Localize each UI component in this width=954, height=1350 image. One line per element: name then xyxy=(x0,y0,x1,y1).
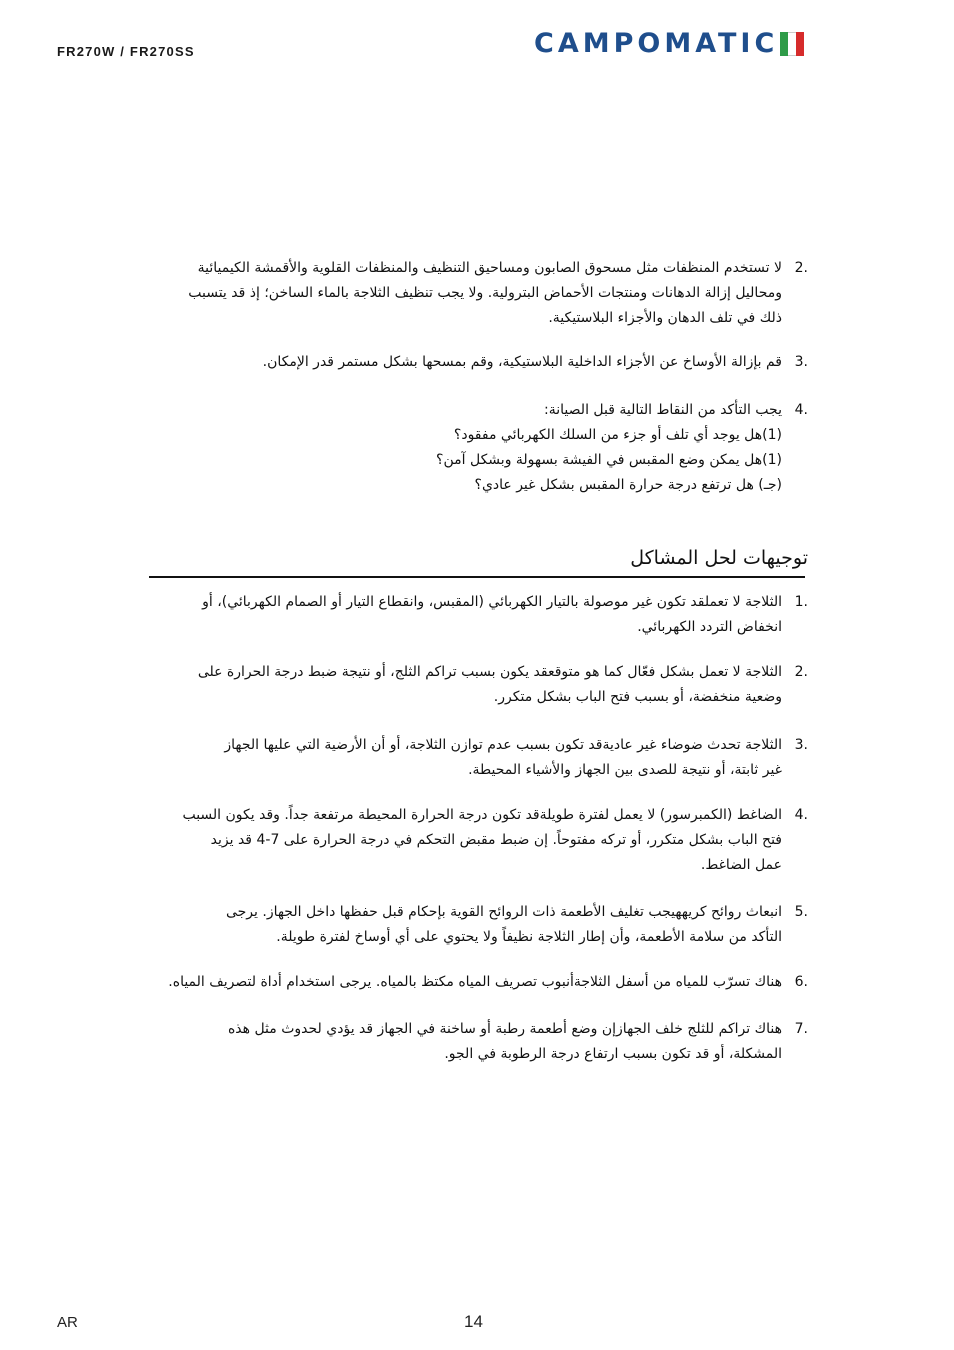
trouble-item-1 xyxy=(148,590,808,640)
trouble-item-line: المشكلة، أو قد تكون بسبب ارتفاع درجة الرطوبة في الجو. xyxy=(444,1046,782,1062)
trouble-item-6 xyxy=(148,970,808,995)
trouble-item-line: الثلاجة لا تعمل بشكل فعّال كما هو متوقعقد يكون بسبب تراكم الثلج، أو نتيجة ضبط درجة الحرارة على xyxy=(197,664,782,680)
italian-flag-icon xyxy=(780,32,804,56)
trouble-item-line: انبعاث روائح كريههيجب تغليف الأطعمة ذات الروائح القوية بإحكام قبل حفظها داخل الجهاز. يرجى xyxy=(225,904,782,920)
trouble-item-number: .5 xyxy=(794,904,808,920)
trouble-item-number: .7 xyxy=(794,1021,808,1037)
trouble-item-line: الثلاجة لا تعملقد تكون غير موصولة بالتيار الكهربائي (المقبس، وانقطاع التيار أو الصمام الكهربائي)، أو xyxy=(202,594,782,610)
trouble-item-2 xyxy=(148,660,808,710)
trouble-item-number: .3 xyxy=(794,737,808,753)
brand-name: CAMPOMATIC xyxy=(534,28,779,59)
trouble-item-line: انخفاض التردد الكهربائي. xyxy=(637,619,782,635)
care-item-line: ومحاليل إزالة الدهانات ومنتجات الأحماض البترولية. ولا يجب تنظيف الثلاجة بالماء الساخن؛ إذ قد يتسبب xyxy=(188,285,782,301)
trouble-item-5 xyxy=(148,900,808,950)
care-item-number: .4 xyxy=(794,402,808,418)
language-code: AR xyxy=(57,1314,78,1331)
section-divider xyxy=(149,576,805,578)
trouble-item-number: .1 xyxy=(794,594,808,610)
trouble-item-number: .4 xyxy=(794,807,808,823)
trouble-item-line: وضعية منخفضة، أو بسبب فتح الباب بشكل متكرر. xyxy=(493,689,782,705)
trouble-item-line: الضاغط (الكمبرسور) لا يعمل لفترة طويلةقد تكون درجة الحرارة المحيطة مرتفعة جداً. وقد يكون السبب xyxy=(182,807,782,823)
care-item-line: ذلك في تلف الدهان والأجزاء البلاستيكية. xyxy=(548,310,782,326)
trouble-item-number: .2 xyxy=(794,664,808,680)
trouble-item-line: الثلاجة تحدث ضوضاء غير عاديةقد تكون بسبب عدم توازن الثلاجة، أو أن الأرضية التي عليها الجهاز xyxy=(224,737,782,753)
check-point: (جـ) هل ترتفع درجة حرارة المقبس بشكل غير عادي؟ xyxy=(474,477,782,493)
trouble-item-line: عمل الضاغط. xyxy=(700,857,782,873)
trouble-item-line: فتح الباب بشكل متكرر، أو تركه مفتوحاً. إن ضبط مقبض التحكم في درجة الحرارة على 7-4 قد يزيد xyxy=(210,832,782,848)
page-number: 14 xyxy=(464,1312,483,1331)
trouble-item-line: هناك تراكم للثلج خلف الجهازإن وضع أطعمة رطبة أو ساخنة في الجهاز قد يؤدي لحدوث مثل هذه xyxy=(227,1021,782,1037)
check-point: (1)هل يمكن وضع المقبس في الفيشة بسهولة وبشكل آمن؟ xyxy=(436,452,782,468)
care-item-number: .2 xyxy=(794,260,808,276)
care-item-line: يجب التأكد من النقاط التالية قبل الصيانة: xyxy=(544,402,782,418)
trouble-item-4 xyxy=(148,803,808,878)
care-item-line: قم بإزالة الأوساخ عن الأجزاء الداخلية البلاستيكية، وقم بمسحها بشكل مستمر قدر الإمكان. xyxy=(262,354,782,370)
trouble-item-7 xyxy=(148,1017,808,1067)
section-title: توجيهات لحل المشاكل xyxy=(630,547,808,569)
care-item-line: لا تستخدم المنظفات مثل مسحوق الصابون ومساحيق التنظيف والمنظفات القلوية والأقمشة الكيميائية xyxy=(197,260,782,276)
brand-logo xyxy=(534,28,804,60)
trouble-item-line: التأكد من سلامة الأطعمة، وأن إطار الثلاجة نظيفاً ولا يحتوي على أي أوساخ لفترة طويلة. xyxy=(276,929,782,945)
trouble-item-3 xyxy=(148,733,808,783)
trouble-item-line: هناك تسرّب للمياه من أسفل الثلاجةأنبوب تصريف المياه مكتظ بالمياه. يرجى استخدام أداة لتصريف المياه. xyxy=(168,974,782,990)
care-item-3 xyxy=(148,350,808,375)
care-item-number: .3 xyxy=(794,354,808,370)
care-item-2 xyxy=(148,256,808,331)
trouble-item-line: غير ثابتة، أو نتيجة للصدى بين الجهاز والأشياء المحيطة. xyxy=(468,762,782,778)
model-number: FR270W / FR270SS xyxy=(57,44,195,59)
care-item-4 xyxy=(148,398,808,498)
check-point: (1)هل يوجد أي تلف أو جزء من السلك الكهربائي مفقود؟ xyxy=(453,427,782,443)
trouble-item-number: .6 xyxy=(794,974,808,990)
